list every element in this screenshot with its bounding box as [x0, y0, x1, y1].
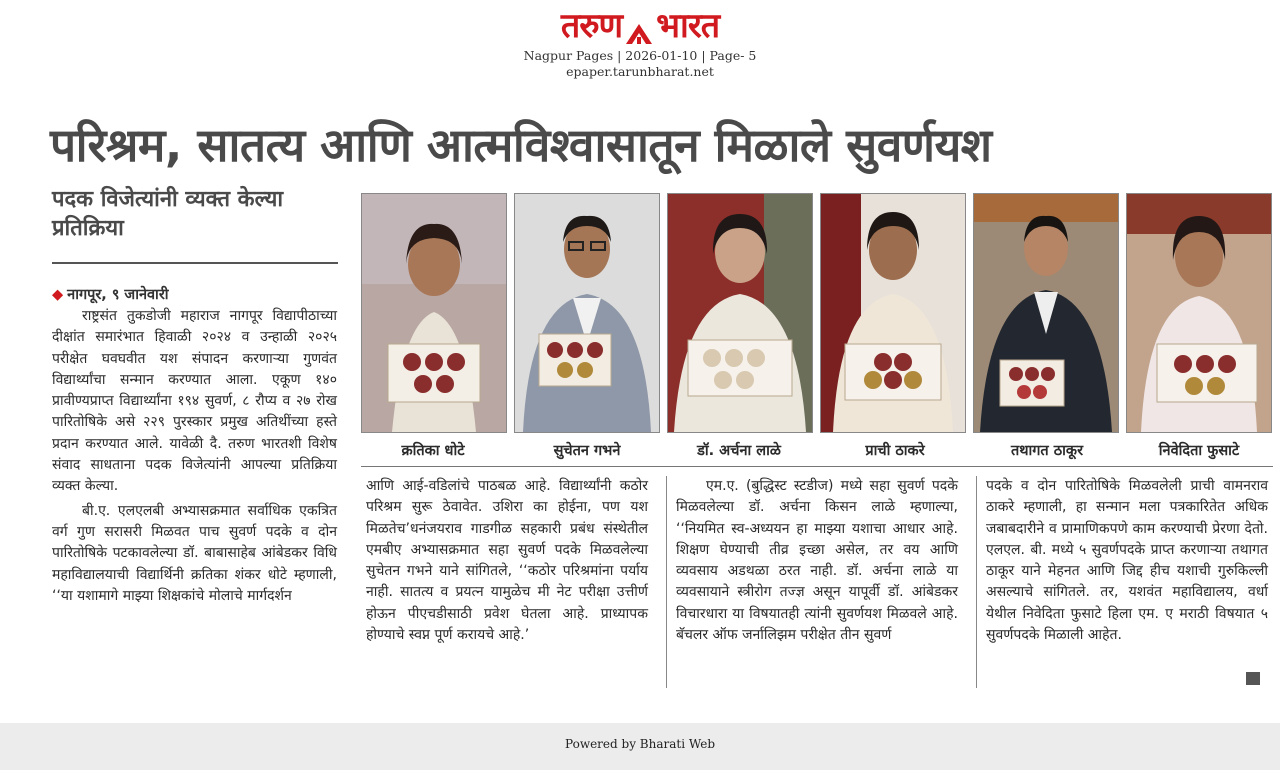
dateline-text: नागपूर, ९ जानेवारी: [67, 287, 169, 303]
logo-emblem-icon: [624, 20, 654, 46]
article-subhead: पदक विजेत्यांनी व्यक्त केल्या प्रतिक्रिया: [52, 187, 284, 241]
caption-kritika: क्रतिका धोटे: [401, 443, 465, 459]
logo-text-right: भारत: [656, 6, 720, 46]
caption-tathagat: तथागत ठाकूर: [1010, 443, 1083, 459]
caption-archana: डॉ. अर्चना लाळे: [697, 443, 781, 459]
end-mark-icon: [1246, 672, 1260, 685]
photo-tathagat-thakur: [973, 193, 1119, 433]
paragraph-prachi-tathagat: पदके व दोन पारितोषिके मिळवलेली प्राची वामनराव ठाकरे म्हणाली, हा सन्मान मला पत्रकारितेत अधिक जबाबदारीने व प्रामाणिकपणे काम करण्याची प्रेरणा देतो. एलएल. बी. मध्ये ५ सुवर्णपदके प्राप्त करणाऱ्या तथागत ठाकूर याने मेहनत आणि जिद्द हीच यशाची गुरुकिल्ली असल्याचे सांगितले. तर, यशवंत महाविद्यालय, वर्धा येथील निवेदिता फुसाटे हिला एम. ए मराठी विषयात ५ सुवर्णपदके मिळाली आहेत.: [986, 478, 1268, 644]
paragraph-intro: राष्ट्रसंत तुकडोजी महाराज नागपूर विद्यापीठाच्या दीक्षांत समारंभात हिवाळी २०२४ व उन्हाळी २०२५ परीक्षेत घवघवीत यश संपादन करणाऱ्या गुणवंत विद्यार्थ्यांचा सन्मान करण्यात आला. एकूण १४० प्रावीण्यप्राप्त विद्यार्थ्यांना १९४ सुवर्ण, ८ रौप्य व २७ रोख पारितोषिके असे २२९ पुरस्कार प्रमुख अतिथींच्या हस्ते प्रदान करण्यात आले. यावेळी दै. तरुण भारतशी विशेष संवाद साधताना पदक विजेत्यांनी आपल्या प्रतिक्रिया व्यक्त केल्या.: [52, 308, 337, 495]
photo-kritika-dhote: [361, 193, 507, 433]
paragraph-archana: एम.ए. (बुद्धिस्ट स्टडीज) मध्ये सहा सुवर्ण पदके मिळवलेल्या डॉ. अर्चना किसन लाळे म्हणाल्या, ‘‘नियमित स्व-अध्ययन हा माझ्या यशाचा आधार आहे. शिक्षण घेण्याची तीव्र इच्छा असेल, तर वय आणि व्यवसाय अडथळा ठरत नाही. डॉ. अर्चना लाळे या व्यवसायाने स्त्रीरोग तज्ज्ञ असून यापूर्वी डॉ. आंबेडकर विचारधारा या विषयातही त्यांनी सुवर्णयश मिळवले आहे. बॅचलर ऑफ जर्नालिझम परीक्षेत तीन सुवर्ण: [676, 478, 958, 644]
edition-line: Nagpur Pages | 2026-01-10 | Page- 5: [523, 48, 757, 63]
article-column-1: [366, 476, 648, 646]
article-headline: परिश्रम, सातत्य आणि आत्मविश्वासातून मिळाले सुवर्णयश: [50, 118, 992, 172]
site-link[interactable]: epaper.tarunbharat.net: [566, 64, 714, 79]
photo-nivedita-fusate: [1126, 193, 1272, 433]
column-divider: [666, 476, 667, 688]
diamond-bullet-icon: ◆: [52, 287, 64, 303]
caption-prachi: प्राची ठाकरे: [865, 443, 925, 459]
photo-archana-lale: [667, 193, 813, 433]
footer-credit[interactable]: Powered by Bharati Web: [565, 737, 715, 751]
article-column-3: [986, 476, 1268, 646]
photo-row: [361, 193, 1274, 435]
photo-prachi-thakre: [820, 193, 966, 433]
caption-divider: [361, 466, 1273, 467]
article-column-2: [676, 476, 958, 646]
column-divider: [976, 476, 977, 688]
subhead-divider: [52, 262, 338, 264]
article-column-left: [52, 306, 337, 607]
logo-text-left: तरुण: [560, 6, 623, 46]
caption-suchetan: सुचेतन गभने: [553, 443, 621, 459]
masthead-logo: [0, 6, 1280, 46]
photo-suchetan-gabhane: [514, 193, 660, 433]
paragraph-kritika: बी.ए. एलएलबी अभ्यासक्रमात सर्वाधिक एकत्रित वर्ग गुण सरासरी मिळवत पाच सुवर्ण पदके व दोन पारितोषिके पटकावलेल्या डॉ. बाबासाहेब आंबेडकर विधि महाविद्यालयाची विद्यार्थिनी क्रतिका शंकर धोटे म्हणाली, ‘‘या यशामागे माझ्या शिक्षकांचे मोलाचे मार्गदर्शन: [52, 502, 337, 604]
paragraph-suchetan: आणि आई-वडिलांचे पाठबळ आहे. विद्यार्थ्यांनी कठोर परिश्रम सुरू ठेवावेत. उशिरा का होईना, पण यश मिळतेच’धनंजयराव गाडगीळ सहकारी प्रबंध संस्थेतील एमबीए अभ्यासक्रमात सहा सुवर्ण पदके मिळवलेल्या सुचेतन गभने याने सांगितले, ‘‘कठोर परिश्रमांना पर्याय नाही. सातत्य व प्रयत्न यामुळेच मी नेट परीक्षा उत्तीर्ण होऊन पीएचडीसाठी प्रवेश घेतला आहे. प्राध्यापक होण्याचे स्वप्न पूर्ण करायचे आहे.’: [366, 478, 648, 644]
caption-nivedita: निवेदिता फुसाटे: [1158, 443, 1240, 459]
dateline: [52, 284, 169, 304]
